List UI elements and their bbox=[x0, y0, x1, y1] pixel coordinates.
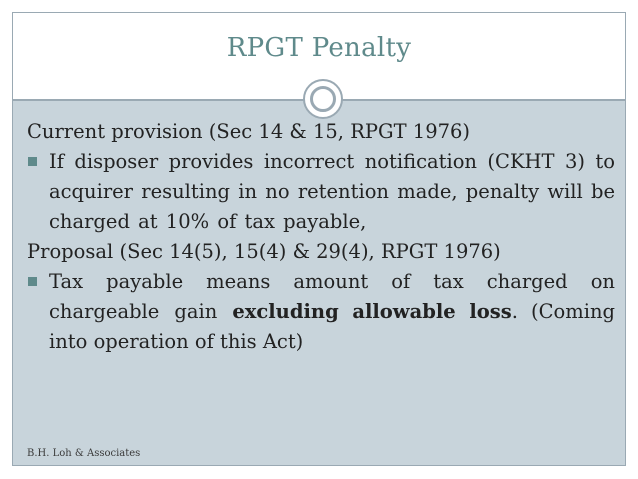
bullet-text-before: Tax payable means amount of tax charged on chargeable gain bbox=[49, 270, 615, 323]
circle-ring-icon bbox=[303, 79, 343, 119]
bullet-text: If disposer provides incorrect notification (CKHT 3) to acquirer resulting in no retention made, penalty will be charged at 10% of tax payable, bbox=[49, 150, 615, 233]
footer-text: B.H. Loh & Associates bbox=[27, 448, 141, 459]
square-bullet-icon bbox=[28, 157, 37, 166]
circle-ring-inner bbox=[310, 86, 336, 112]
slide-frame bbox=[12, 12, 626, 466]
square-bullet-icon bbox=[28, 277, 37, 286]
slide-title: RPGT Penalty bbox=[226, 33, 412, 63]
slide-content bbox=[27, 117, 615, 357]
bullet-text-after: . (Coming into operation of this Act) bbox=[49, 300, 615, 353]
current-provision-heading: Current provision (Sec 14 & 15, RPGT 1976) bbox=[27, 120, 471, 143]
bullet-item-penalty bbox=[27, 147, 615, 237]
bullet-item-tax-payable bbox=[27, 267, 615, 357]
proposal-heading: Proposal (Sec 14(5), 15(4) & 29(4), RPGT 1976) bbox=[27, 240, 501, 263]
bullet-text-bold: excluding allowable loss bbox=[232, 300, 512, 323]
